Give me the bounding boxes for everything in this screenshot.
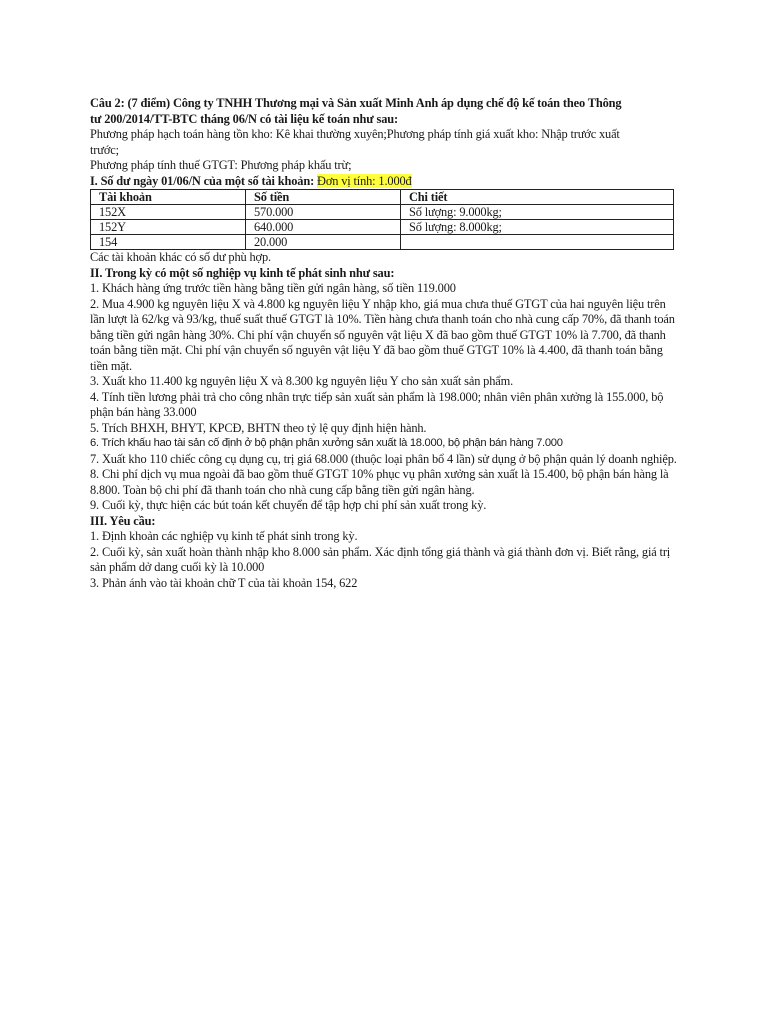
detail-cell: [401, 235, 674, 250]
transaction-3: 3. Xuất kho 11.400 kg nguyên liệu X và 8.300 kg nguyên liệu Y cho sản xuất sản phẩm.: [90, 374, 514, 388]
section-2-title: II. Trong kỳ có một số nghiệp vụ kinh tế phát sinh như sau:: [90, 265, 395, 280]
account-cell: 152X: [91, 205, 246, 220]
unit-highlight: Đơn vị tính: 1.000đ: [317, 173, 412, 188]
transaction-7: 7. Xuất kho 110 chiếc công cụ dụng cụ, trị giá 68.000 (thuộc loại phân bổ 4 lần) sử dụng ở bộ phận quản lý doanh nghiệp.: [90, 451, 677, 466]
requirement-1: 1. Định khoản các nghiệp vụ kinh tế phát sinh trong kỳ.: [90, 529, 358, 543]
transaction-2: 2. Mua 4.900 kg nguyên liệu X và 4.800 kg nguyên liệu Y nhập kho, giá mua chưa thuế GTGT của hai nguyên liệu trên lần lượt là 62/kg và 93/kg, thuế suất thuế GTGT là 10%. Tiền hàng chưa thanh toán cho nhà cung cấp 70%, đã thanh toán bằng tiền gửi ngân hàng 30%. Chi phí vận chuyển số nguyên vật liệu X đã bao gồm thuế GTGT 10% là 7.700, đã thanh toán bằng tiền mặt. Chi phí vận chuyển số nguyên vật liệu Y đã bao gồm thuế GTGT 10% là 4.400, đã thanh toán bằng tiền mặt.: [90, 296, 675, 373]
section-1-title: I. Số dư ngày 01/06/N của một số tài khoản:: [90, 173, 318, 188]
table-row: [91, 220, 674, 235]
inventory-method-line2: trước;: [90, 142, 119, 157]
transaction-9: 9. Cuối kỳ, thực hiện các bút toán kết chuyển để tập hợp chi phí sản xuất trong kỳ.: [90, 498, 487, 512]
account-cell: 154: [91, 235, 246, 250]
transaction-6: 6. Trích khấu hao tài sản cố định ở bộ phận phân xưởng sản xuất là 18.000, bộ phận bán hàng 7.000: [90, 437, 563, 449]
transaction-4: 4. Tính tiền lương phải trả cho công nhân trực tiếp sản xuất sản phẩm là 198.000; nhân viên phân xưởng là 155.000, bộ phận bán hàng 33.000: [90, 389, 664, 419]
transaction-5: 5. Trích BHXH, BHYT, KPCĐ, BHTN theo tỷ lệ quy định hiện hành.: [90, 420, 427, 435]
table-row: [91, 235, 674, 250]
column-header-account: Tài khoản: [91, 190, 246, 205]
question-title-line1: Câu 2: (7 điểm) Công ty TNHH Thương mại và Sản xuất Minh Anh áp dụng chế độ kế toán theo Thông: [90, 96, 622, 110]
column-header-detail: Chi tiết: [401, 190, 674, 205]
section-1-heading: [90, 174, 682, 190]
amount-cell: 20.000: [246, 235, 401, 250]
table-header-row: [91, 190, 674, 205]
vat-method: Phương pháp tính thuế GTGT: Phương pháp khấu trừ;: [90, 158, 352, 172]
opening-balance-table: [90, 189, 674, 250]
amount-cell: 570.000: [246, 205, 401, 220]
section-3-title: III. Yêu cầu:: [90, 513, 156, 528]
account-cell: 152Y: [91, 220, 246, 235]
detail-cell: Số lượng: 9.000kg;: [401, 205, 674, 220]
column-header-amount: Số tiền: [246, 190, 401, 205]
table-row: [91, 205, 674, 220]
requirement-2: 2. Cuối kỳ, sản xuất hoàn thành nhập kho 8.000 sản phẩm. Xác định tổng giá thành và giá thành đơn vị. Biết rằng, giá trị sản phẩm dở dang cuối kỳ là 10.000: [90, 544, 671, 574]
question-title-line2: tư 200/2014/TT-BTC tháng 06/N có tài liệu kế toán như sau:: [90, 111, 398, 126]
balance-note: Các tài khoản khác có số dư phù hợp.: [90, 250, 271, 264]
transaction-1: 1. Khách hàng ứng trước tiền hàng bằng tiền gửi ngân hàng, số tiền 119.000: [90, 281, 456, 295]
document-body: [90, 96, 682, 591]
requirement-3: 3. Phản ánh vào tài khoản chữ T của tài khoản 154, 622: [90, 575, 358, 590]
detail-cell: Số lượng: 8.000kg;: [401, 220, 674, 235]
transaction-8: 8. Chi phí dịch vụ mua ngoài đã bao gồm thuế GTGT 10% phục vụ phân xưởng sản xuất là 15.400, bộ phận bán hàng là 8.800. Toàn bộ chi phí đã thanh toán cho nhà cung cấp bằng tiền gửi ngân hàng.: [90, 467, 669, 497]
amount-cell: 640.000: [246, 220, 401, 235]
inventory-method-line1: Phương pháp hạch toán hàng tồn kho: Kê khai thường xuyên;Phương pháp tính giá xuất kho: Nhập trước xuất: [90, 127, 620, 141]
